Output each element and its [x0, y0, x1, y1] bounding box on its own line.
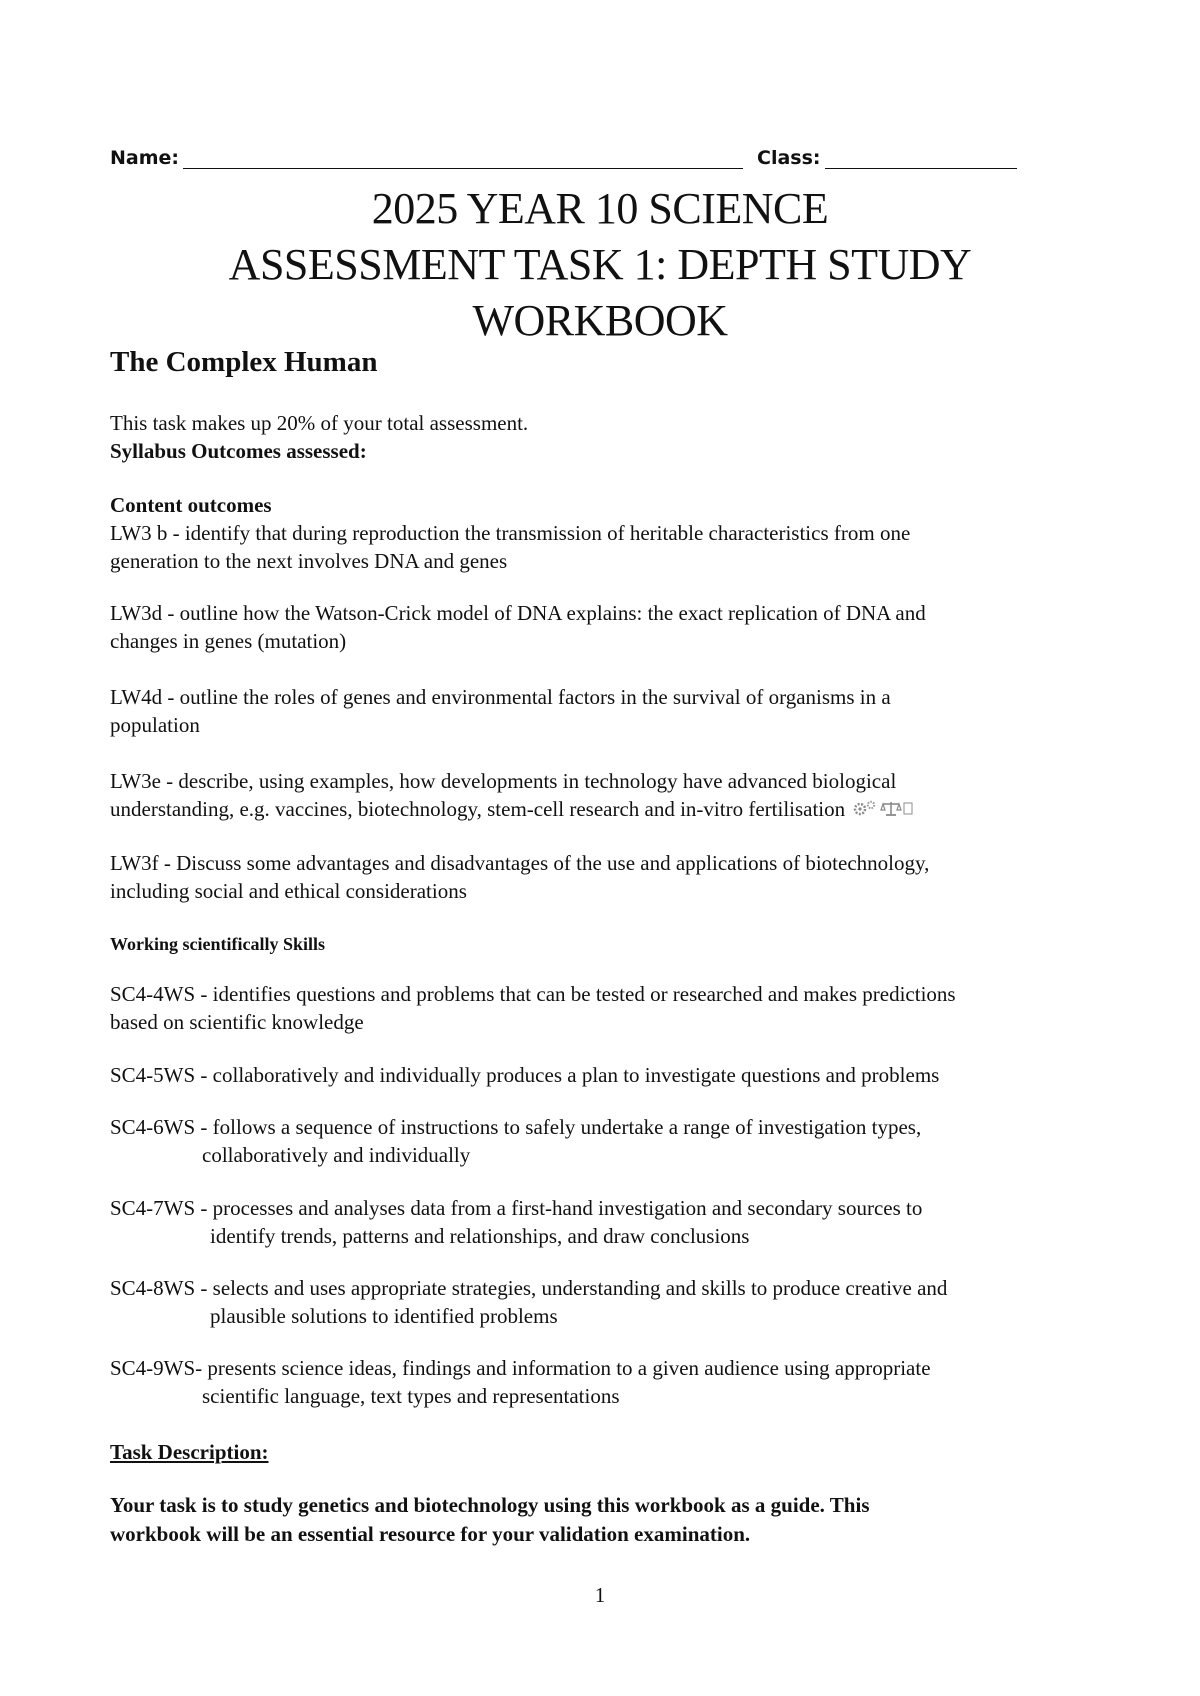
task-line: workbook will be an essential resource for your validation examination.: [110, 1522, 751, 1546]
ws-outcome: [110, 1113, 1110, 1169]
ws-heading: Working scientifically Skills: [110, 934, 326, 954]
outcome-line: scientific language, text types and representations: [202, 1384, 620, 1408]
outcome-line: population: [110, 713, 200, 737]
outcome-line: LW3d - outline how the Watson-Crick model of DNA explains: the exact replication of DNA and: [110, 601, 926, 625]
outcome-line: changes in genes (mutation): [110, 629, 347, 653]
ws-outcome: [110, 980, 1110, 1036]
content-outcome: [110, 683, 1110, 739]
outcome-line: including social and ethical considerations: [110, 879, 467, 903]
outcome-line: SC4-4WS - identifies questions and problems that can be tested or researched and makes predictions: [110, 982, 956, 1006]
outcome-line: plausible solutions to identified problems: [210, 1304, 558, 1328]
name-class-line: [110, 147, 1020, 177]
class-blank: [825, 149, 1017, 169]
content-outcome: [110, 849, 1110, 905]
outcome-line: LW3e - describe, using examples, how developments in technology have advanced biological: [110, 769, 897, 793]
class-label: Class:: [757, 147, 821, 169]
outcome-line: collaboratively and individually: [202, 1143, 471, 1167]
task-description-heading: Task Description:: [110, 1440, 269, 1464]
ws-outcome: [110, 1194, 1110, 1250]
task-description-text: [110, 1491, 1110, 1549]
gear-icon: [851, 798, 915, 818]
outcome-line: identify trends, patterns and relationships, and draw conclusions: [210, 1224, 750, 1248]
ws-outcome: [110, 1061, 1110, 1089]
outcome-line-with-icons: [110, 795, 1110, 825]
outcome-line: SC4-7WS - processes and analyses data from a first-hand investigation and secondary sources to: [110, 1196, 923, 1220]
name-blank: [183, 149, 743, 169]
title-line-1: 2025 YEAR 10 SCIENCE: [371, 184, 829, 233]
outcome-line: SC4-6WS - follows a sequence of instructions to safely undertake a range of investigation types,: [110, 1115, 922, 1139]
title-line-2: ASSESSMENT TASK 1: DEPTH STUDY: [228, 240, 972, 289]
outcome-line: based on scientific knowledge: [110, 1010, 364, 1034]
intro-text: This task makes up 20% of your total assessment.: [110, 411, 529, 435]
ws-outcome: [110, 1354, 1110, 1410]
outcome-line: LW3 b - identify that during reproduction the transmission of heritable characteristics from one: [110, 521, 911, 545]
syllabus-heading: Syllabus Outcomes assessed:: [110, 439, 367, 463]
outcome-line: generation to the next involves DNA and genes: [110, 549, 508, 573]
title-line-3: WORKBOOK: [472, 296, 728, 345]
outcome-line: SC4-8WS - selects and uses appropriate strategies, understanding and skills to produce creative and: [110, 1276, 948, 1300]
content-outcome: [110, 767, 1110, 825]
task-line: Your task is to study genetics and biotechnology using this workbook as a guide. This: [110, 1493, 870, 1517]
page-number: 1: [594, 1583, 606, 1607]
content-outcome: [110, 519, 1110, 575]
name-label: Name:: [110, 147, 180, 169]
subtitle: The Complex Human: [110, 346, 378, 378]
outcome-line: SC4-5WS - collaboratively and individually produces a plan to investigate questions and problems: [110, 1063, 940, 1087]
ws-outcome: [110, 1274, 1110, 1330]
outcome-line: SC4-9WS- presents science ideas, findings and information to a given audience using appropriate: [110, 1356, 931, 1380]
ethics-icons: [851, 797, 915, 825]
content-outcomes-heading: Content outcomes: [110, 493, 272, 517]
content-outcome: [110, 599, 1110, 655]
outcome-line: LW3f - Discuss some advantages and disadvantages of the use and applications of biotechnology,: [110, 851, 930, 875]
outcome-text: understanding, e.g. vaccines, biotechnology, stem-cell research and in-vitro fertilisation: [110, 797, 846, 821]
outcome-line: LW4d - outline the roles of genes and environmental factors in the survival of organisms in a: [110, 685, 891, 709]
